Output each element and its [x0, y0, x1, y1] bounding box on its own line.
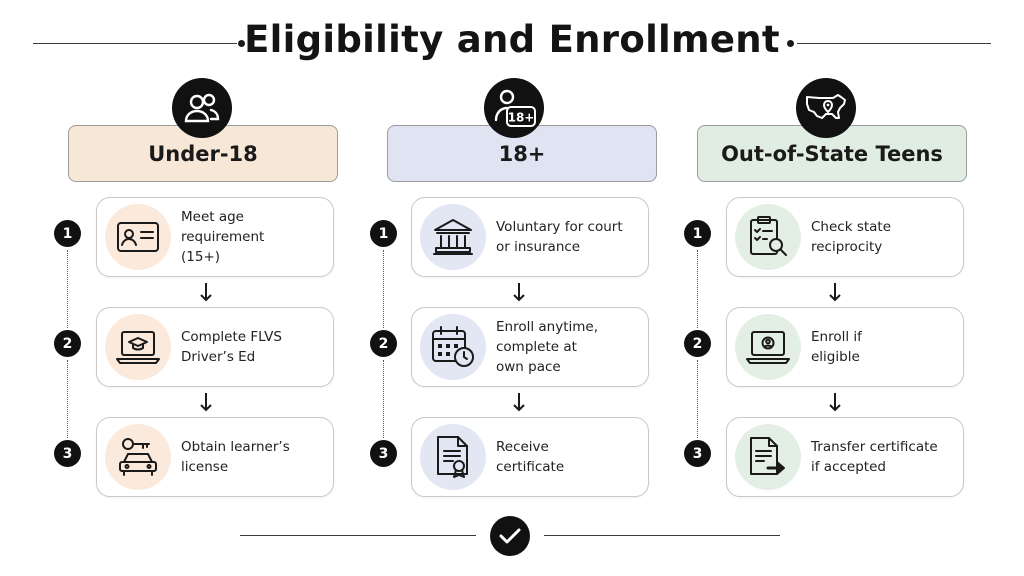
step-text-line: Receive: [496, 439, 549, 455]
down-arrow-icon: [827, 391, 843, 413]
courthouse-icon: [420, 204, 486, 270]
down-arrow-icon: [511, 281, 527, 303]
title-row: [0, 14, 1024, 70]
column-heading: Out-of-State Teens: [721, 141, 943, 166]
title-rule-right: [797, 43, 991, 44]
step-card: [411, 417, 649, 497]
column-heading: Under-18: [148, 141, 258, 166]
column-18-plus: [368, 78, 668, 508]
step-connector: [383, 360, 384, 438]
step-text: [496, 317, 598, 377]
certificate-icon: [420, 424, 486, 490]
step-text-line: license: [181, 459, 229, 475]
adult-18-icon: [484, 78, 544, 138]
footer-rule-right: [544, 535, 780, 536]
step-number-3: 3: [684, 440, 711, 467]
step-text-line: Driver’s Ed: [181, 349, 256, 365]
down-arrow-icon: [198, 391, 214, 413]
step-text-line: certificate: [496, 459, 565, 475]
step-text-line: eligible: [811, 349, 860, 365]
step-connector: [697, 360, 698, 438]
step-text: [811, 217, 891, 257]
step-number-2: 2: [54, 330, 81, 357]
checkmark-icon: [490, 516, 530, 556]
step-number-2: 2: [370, 330, 397, 357]
step-text-line: Complete FLVS: [181, 329, 282, 345]
step-text: [496, 437, 564, 477]
step-connector: [697, 250, 698, 328]
step-number-2: 2: [684, 330, 711, 357]
step-card: [96, 307, 334, 387]
step-number-3: 3: [370, 440, 397, 467]
car-key-icon: [105, 424, 171, 490]
calendar-clock-icon: [420, 314, 486, 380]
step-text-line: reciprocity: [811, 239, 883, 255]
step-number-3: 3: [54, 440, 81, 467]
step-number-1: 1: [684, 220, 711, 247]
column-heading: 18+: [498, 141, 546, 166]
step-text-line: Check state: [811, 219, 892, 235]
step-text-line: Transfer certificate: [811, 439, 938, 455]
step-text-line: Voluntary for court: [496, 219, 623, 235]
footer-rule-left: [240, 535, 476, 536]
step-text-line: or insurance: [496, 239, 581, 255]
column-out-of-state-teens: [682, 78, 982, 508]
down-arrow-icon: [198, 281, 214, 303]
step-number-1: 1: [54, 220, 81, 247]
step-connector: [67, 360, 68, 438]
step-card: [96, 197, 334, 277]
step-text-line: own pace: [496, 359, 561, 375]
step-text: [181, 207, 327, 267]
step-connector: [67, 250, 68, 328]
step-card: [411, 307, 649, 387]
down-arrow-icon: [511, 391, 527, 413]
laptop-graduation-icon: [105, 314, 171, 380]
title-dot-right: [787, 40, 794, 47]
age-badge-text: 18+: [507, 110, 535, 125]
people-icon: [172, 78, 232, 138]
step-text: [811, 327, 862, 367]
column-under-18: [52, 78, 352, 508]
us-map-icon: [796, 78, 856, 138]
checklist-search-icon: [735, 204, 801, 270]
step-text: [496, 217, 623, 257]
id-card-icon: [105, 204, 171, 270]
down-arrow-icon: [827, 281, 843, 303]
step-text-line: Enroll anytime,: [496, 319, 599, 335]
step-card: [411, 197, 649, 277]
step-text-line: Meet age requirement: [181, 209, 265, 245]
step-text-line: (15+): [181, 249, 221, 265]
document-transfer-icon: [735, 424, 801, 490]
step-card: [726, 417, 964, 497]
laptop-user-icon: [735, 314, 801, 380]
step-text-line: Enroll if: [811, 329, 862, 345]
step-text-line: complete at: [496, 339, 577, 355]
step-text: [181, 327, 282, 367]
page-title: Eligibility and Enrollment: [244, 18, 780, 61]
step-card: [726, 307, 964, 387]
step-connector: [383, 250, 384, 328]
step-text-line: Obtain learner’s: [181, 439, 290, 455]
step-card: [726, 197, 964, 277]
step-card: [96, 417, 334, 497]
step-text-line: if accepted: [811, 459, 886, 475]
step-number-1: 1: [370, 220, 397, 247]
step-text: [811, 437, 938, 477]
step-text: [181, 437, 290, 477]
